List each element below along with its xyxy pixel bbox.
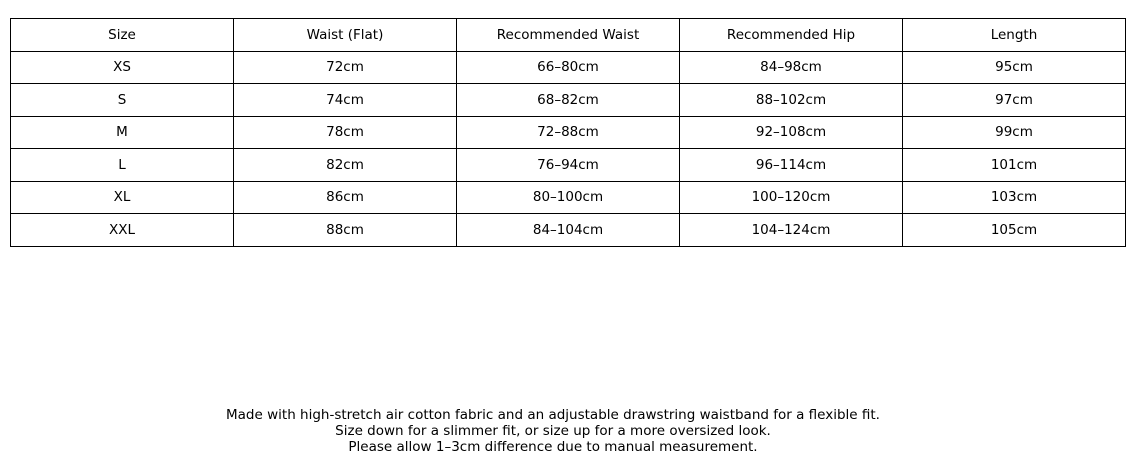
cell-recommended-hip: 96–114cm — [680, 149, 903, 182]
cell-length: 95cm — [903, 51, 1126, 84]
cell-recommended-waist: 84–104cm — [457, 214, 680, 247]
cell-recommended-hip: 88–102cm — [680, 84, 903, 117]
table-row — [11, 149, 1126, 182]
cell-recommended-waist: 72–88cm — [457, 116, 680, 149]
cell-recommended-hip: 100–120cm — [680, 181, 903, 214]
cell-size: XS — [11, 51, 234, 84]
table-row — [11, 116, 1126, 149]
note-fabric: Made with high-stretch air cotton fabric and an adjustable drawstring waistband for a flexible fit. — [226, 407, 880, 423]
header-waist-flat: Waist (Flat) — [234, 19, 457, 52]
cell-size: L — [11, 149, 234, 182]
fit-notes — [0, 407, 1106, 455]
header-recommended-waist: Recommended Waist — [457, 19, 680, 52]
cell-length: 103cm — [903, 181, 1126, 214]
cell-length: 105cm — [903, 214, 1126, 247]
size-chart-table — [10, 18, 1126, 247]
cell-waist-flat: 74cm — [234, 84, 457, 117]
cell-recommended-waist: 66–80cm — [457, 51, 680, 84]
cell-waist-flat: 78cm — [234, 116, 457, 149]
cell-length: 101cm — [903, 149, 1126, 182]
header-recommended-hip: Recommended Hip — [680, 19, 903, 52]
note-measurement-tolerance: Please allow 1–3cm difference due to manual measurement. — [348, 439, 758, 455]
cell-recommended-waist: 68–82cm — [457, 84, 680, 117]
note-sizing-advice: Size down for a slimmer fit, or size up for a more oversized look. — [335, 423, 771, 439]
cell-waist-flat: 86cm — [234, 181, 457, 214]
cell-recommended-hip: 92–108cm — [680, 116, 903, 149]
table-header-row — [11, 19, 1126, 52]
cell-waist-flat: 88cm — [234, 214, 457, 247]
table-row — [11, 84, 1126, 117]
cell-size: XXL — [11, 214, 234, 247]
cell-length: 99cm — [903, 116, 1126, 149]
cell-recommended-hip: 84–98cm — [680, 51, 903, 84]
table-row — [11, 214, 1126, 247]
header-length: Length — [903, 19, 1126, 52]
cell-recommended-hip: 104–124cm — [680, 214, 903, 247]
cell-size: M — [11, 116, 234, 149]
cell-size: S — [11, 84, 234, 117]
cell-recommended-waist: 76–94cm — [457, 149, 680, 182]
table-row — [11, 181, 1126, 214]
table-row — [11, 51, 1126, 84]
cell-waist-flat: 72cm — [234, 51, 457, 84]
cell-length: 97cm — [903, 84, 1126, 117]
cell-waist-flat: 82cm — [234, 149, 457, 182]
cell-recommended-waist: 80–100cm — [457, 181, 680, 214]
header-size: Size — [11, 19, 234, 52]
cell-size: XL — [11, 181, 234, 214]
